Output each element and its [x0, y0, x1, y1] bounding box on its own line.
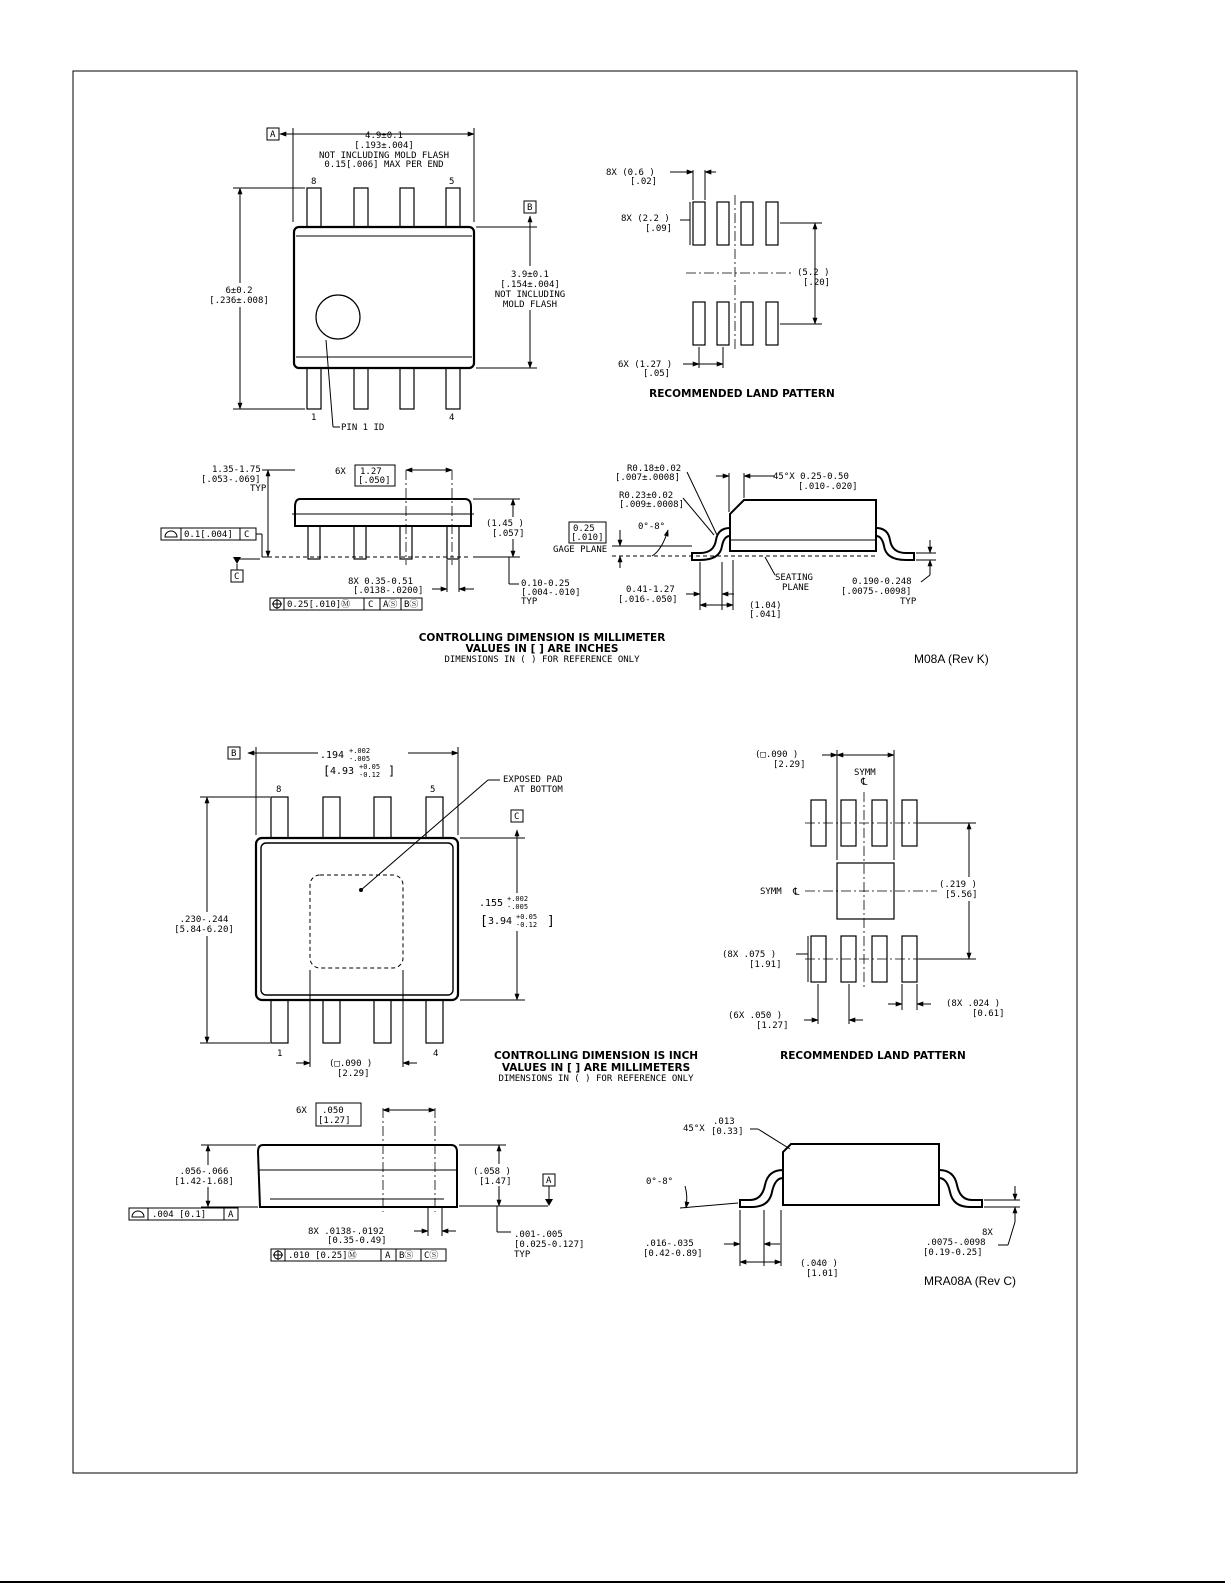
mra08a-end-view: [643, 1117, 1020, 1279]
pin8-label: 8: [311, 177, 317, 187]
mra-end-chamfer-angle: 45°X: [683, 1124, 705, 1134]
mra-side-height-mm: [1.42-1.68]: [174, 1177, 234, 1187]
mra-land-pad-length-in: (8X .075 ): [722, 950, 777, 960]
mra-width-mm-tol-minus: -0.12: [516, 921, 538, 929]
side-height-typ: TYP: [250, 484, 267, 494]
mra-side-flatness-tol: .004 [0.1]: [152, 1210, 207, 1220]
mra-length-mm: 4.93: [330, 766, 355, 777]
mra-end-foot-in: .016-.035: [645, 1239, 694, 1249]
m08a-revision: M08A (Rev K): [914, 652, 989, 666]
mra-length-mm-tol-plus: +0.05: [359, 763, 381, 771]
end-lead-ref-mm: (1.04): [749, 601, 782, 611]
top-length-in: [.193±.004]: [354, 141, 414, 151]
datum-a-label: A: [270, 130, 276, 140]
mra-length-in: .194: [320, 750, 345, 761]
mra-land-symm-top: SYMM: [854, 768, 876, 778]
mra08a-note-values: VALUES IN [ ] ARE MILLIMETERS: [501, 1062, 691, 1074]
mra-land-span-in: (.219 ): [939, 880, 977, 890]
mra-side-body-height-in: (.058 ): [473, 1167, 511, 1177]
side-body-height-mm: (1.45 ): [486, 519, 524, 529]
mra-land-span-mm: [5.56]: [945, 890, 978, 900]
mra-land-cl-side: ℄: [793, 887, 800, 898]
epad-label-2: AT BOTTOM: [514, 785, 563, 795]
mra-width-in: .155: [479, 898, 504, 909]
mra-epad-in: (□.090 ): [329, 1059, 373, 1069]
mra08a-land-pattern: [722, 750, 1005, 1062]
side-height-mm: 1.35-1.75: [212, 465, 261, 475]
top-width-note1: NOT INCLUDING: [494, 290, 566, 300]
mra-pin5-label: 5: [430, 785, 436, 795]
mra-land-pad-in: (□.090 ): [755, 750, 799, 760]
end-thickness-typ: TYP: [900, 597, 917, 607]
end-r2-mm: R0.23±0.02: [619, 491, 674, 501]
end-r1-in: [.007±.0008]: [615, 473, 681, 483]
land-pad-length-mm: 8X (2.2 ): [621, 214, 670, 224]
side-body-height-in: [.057]: [492, 529, 525, 539]
mra-land-pad-mm: [2.29]: [773, 760, 806, 770]
land-span-mm: (5.2 ): [797, 268, 830, 278]
mra08a-note-reference: DIMENSIONS IN ( ) FOR REFERENCE ONLY: [498, 1074, 694, 1084]
mra-land-pitch-mm: [1.27]: [756, 1021, 789, 1031]
mra-side-datum-a: A: [546, 1176, 552, 1186]
top-length-note2: 0.15[.006] MAX PER END: [324, 160, 444, 170]
mra-side-pitch-mm: [1.27]: [318, 1116, 351, 1126]
datum-c-label: C: [234, 572, 240, 582]
mra-length-mm-bracket-l: [: [323, 764, 331, 778]
end-foot-mm: 0.41-1.27: [626, 585, 675, 595]
mra-length-mm-bracket-r: ]: [388, 764, 396, 778]
mra-end-lead-ref-in: (.040 ): [800, 1259, 838, 1269]
mra-epad-mm: [2.29]: [337, 1069, 370, 1079]
mra-side-lead-width-in: 8X .0138-.0192: [308, 1227, 384, 1237]
mra-height-in: .230-.244: [179, 915, 229, 925]
land-pad-width-in: [.02]: [630, 177, 658, 187]
land-pattern-title: RECOMMENDED LAND PATTERN: [649, 388, 835, 400]
end-seating-1: SEATING: [775, 573, 813, 583]
mra-side-body-height-mm: [1.47]: [479, 1177, 512, 1187]
side-pitch-count: 6X: [335, 467, 346, 477]
mra-width-mm: 3.94: [488, 916, 513, 927]
mra-end-angle: 0°-8°: [646, 1177, 674, 1187]
mra-side-height-in: .056-.066: [179, 1167, 229, 1177]
pin1-dot: [316, 295, 360, 339]
side-position-tol: 0.25[.010]Ⓜ: [287, 600, 351, 610]
land-pad-length-in: [.09]: [645, 224, 673, 234]
side-lead-width-in: [.0138-.0200]: [353, 586, 424, 596]
side-standoff-typ: TYP: [521, 597, 538, 607]
side-flatness-datum: C: [244, 530, 250, 540]
end-chamfer-in: [.010-.020]: [798, 482, 858, 492]
mra-side-position-c: CⓈ: [424, 1251, 439, 1261]
side-flatness-tol: 0.1[.004]: [184, 530, 233, 540]
mra-height-mm: [5.84-6.20]: [174, 925, 234, 935]
mra-width-in-tol-minus: -.005: [507, 903, 529, 911]
land-pitch-in: [.05]: [643, 369, 671, 379]
mra-width-mm-bracket-r: ]: [547, 914, 555, 929]
mra-side-pitch-in: .050: [322, 1106, 344, 1116]
mra08a-top-view: [166, 746, 563, 1079]
pin1-id-label: PIN 1 ID: [341, 423, 385, 433]
m08a-note-controlling: CONTROLLING DIMENSION IS MILLIMETER: [418, 632, 666, 644]
mra-pin1-label: 1: [277, 1049, 283, 1059]
mra-end-chamfer-mm: [0.33]: [711, 1127, 744, 1137]
mra-length-in-tol-minus: -.005: [349, 755, 371, 763]
pin4-label: 4: [449, 413, 455, 423]
mra-length-mm-tol-minus: -0.12: [359, 771, 381, 779]
mra-end-chamfer-in: .013: [713, 1117, 735, 1127]
epad-label-1: EXPOSED PAD: [503, 775, 563, 785]
mra-side-position-a: A: [385, 1251, 391, 1261]
mra-land-pattern-title: RECOMMENDED LAND PATTERN: [780, 1050, 966, 1062]
mra-land-pitch-in: (6X .050 ): [728, 1011, 783, 1021]
mra-side-position-tol: .010 [0.25]Ⓜ: [288, 1251, 357, 1261]
mra-datum-c-label: C: [514, 812, 520, 822]
side-pitch-in: [.050]: [358, 476, 391, 486]
end-lead-ref-in: [.041]: [749, 610, 782, 620]
mra-side-position-b: BⓈ: [399, 1251, 414, 1261]
end-gage-label: GAGE PLANE: [553, 545, 608, 555]
mra-side-lead-width-mm: [0.35-0.49]: [327, 1236, 387, 1246]
top-width-in: [.154±.004]: [500, 280, 560, 290]
side-standoff-in: [.004-.010]: [521, 588, 581, 598]
mra-side-flatness-datum: A: [228, 1210, 234, 1220]
end-thickness-mm: 0.190-0.248: [852, 577, 912, 587]
top-width-mm: 3.9±0.1: [511, 270, 549, 280]
mra-width-in-tol-plus: +.002: [507, 895, 529, 903]
mra-land-symm-side: SYMM: [760, 887, 782, 897]
end-thickness-in: [.0075-.0098]: [841, 587, 912, 597]
side-position-c: C: [368, 600, 374, 610]
top-length-note1: NOT INCLUDING MOLD FLASH: [318, 151, 450, 161]
mra-land-cl-top: ℄: [861, 777, 868, 788]
mra08a-side-view: [129, 1103, 584, 1261]
mra-side-standoff-typ: TYP: [514, 1250, 531, 1260]
mra-land-pad-width-mm: [0.61]: [972, 1009, 1005, 1019]
pin1-label: 1: [311, 413, 317, 423]
datum-b-label: B: [527, 203, 533, 213]
end-foot-in: [.016-.050]: [618, 595, 678, 605]
side-position-b: BⓈ: [404, 600, 419, 610]
mra08a-revision: MRA08A (Rev C): [924, 1274, 1017, 1288]
pin5-label: 5: [449, 177, 455, 187]
mra-end-thickness-mm: [0.19-0.25]: [923, 1248, 983, 1258]
m08a-top-view: [203, 128, 573, 433]
mra-pin8-label: 8: [276, 785, 282, 795]
mra08a-note-controlling: CONTROLLING DIMENSION IS INCH: [493, 1050, 699, 1062]
side-height-in: [.053-.069]: [201, 475, 261, 485]
end-seating-2: PLANE: [782, 583, 810, 593]
end-r2-in: [.009±.0008]: [619, 500, 685, 510]
land-span-in: [.20]: [803, 278, 831, 288]
side-position-a: AⓈ: [383, 600, 398, 610]
top-height-mm: 6±0.2: [225, 286, 253, 296]
top-length-mm: 4.9±0.1: [365, 131, 403, 141]
m08a-land-pattern: [606, 168, 835, 400]
mra-end-foot-mm: [0.42-0.89]: [643, 1249, 703, 1259]
land-pad-width-mm: 8X (0.6 ): [606, 168, 655, 178]
top-width-note2: MOLD FLASH: [502, 300, 558, 310]
m08a-note-reference: DIMENSIONS IN ( ) FOR REFERENCE ONLY: [444, 655, 640, 665]
mra-width-mm-bracket-l: [: [480, 914, 488, 929]
end-chamfer-mm: 45°X 0.25-0.50: [773, 472, 849, 482]
m08a-side-view: [161, 465, 581, 610]
mra-length-in-tol-plus: +.002: [349, 747, 371, 755]
end-gage-mm: 0.25: [573, 524, 595, 534]
mra-end-lead-ref-mm: [1.01]: [806, 1269, 839, 1279]
side-lead-width-mm: 8X 0.35-0.51: [348, 577, 414, 587]
mra-side-standoff-in: .001-.005: [514, 1230, 563, 1240]
m08a-note-values: VALUES IN [ ] ARE INCHES: [465, 643, 619, 655]
mra-end-thickness-count: 8X: [982, 1228, 993, 1238]
mra-land-pad-length-mm: [1.91]: [749, 960, 782, 970]
side-pitch-mm: 1.27: [360, 467, 382, 477]
side-standoff-mm: 0.10-0.25: [521, 579, 570, 589]
m08a-end-view: [553, 464, 936, 620]
drawing-frame: [73, 71, 1077, 1473]
end-gage-in: [.010]: [571, 533, 604, 543]
mra-width-mm-tol-plus: +0.05: [516, 913, 538, 921]
mra-pin4-label: 4: [433, 1049, 439, 1059]
mra-datum-b-label: B: [231, 749, 237, 759]
mra-land-pad-width-in: (8X .024 ): [946, 999, 1001, 1009]
top-height-in: [.236±.008]: [209, 296, 269, 306]
mra-side-standoff-mm: [0.025-0.127]: [514, 1240, 585, 1250]
mra-end-thickness-in: .0075-.0098: [926, 1238, 986, 1248]
end-r1-mm: R0.18±0.02: [627, 464, 682, 474]
land-pitch-mm: 6X (1.27 ): [618, 360, 673, 370]
end-angle: 0°-8°: [638, 522, 666, 532]
mra-side-pitch-count: 6X: [296, 1106, 307, 1116]
